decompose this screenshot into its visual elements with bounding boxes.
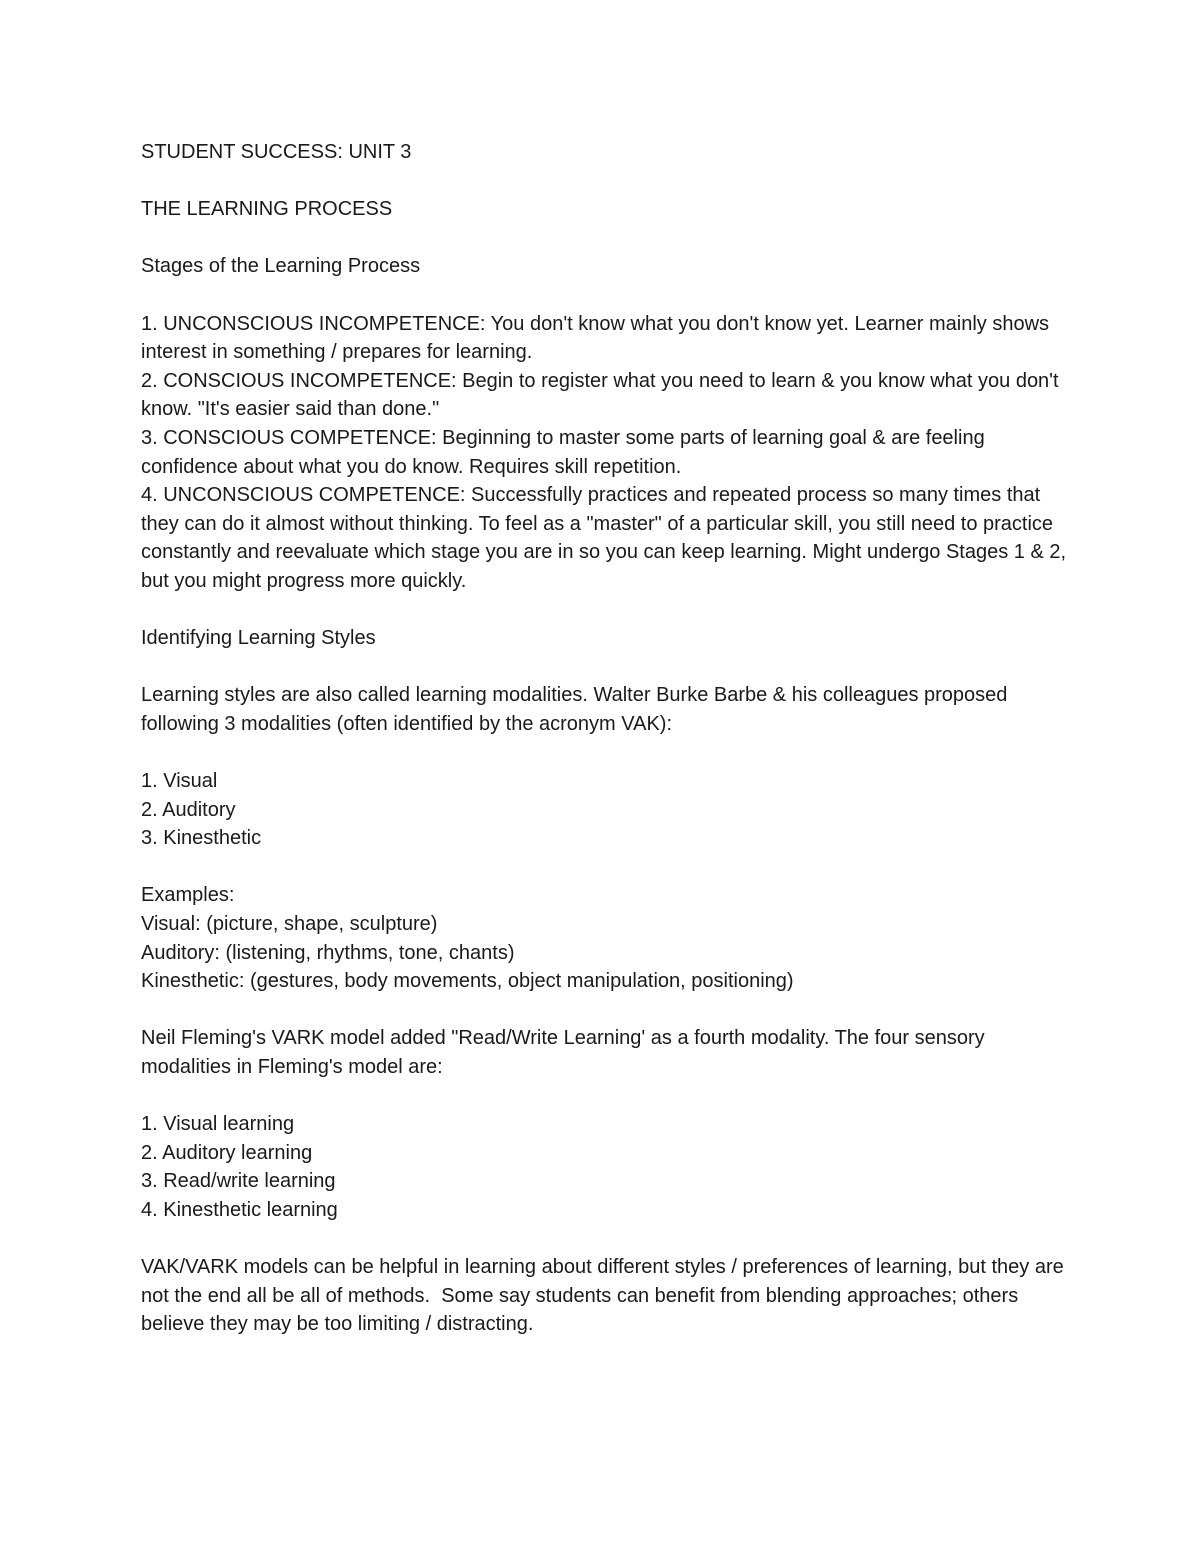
spacer: [141, 996, 1071, 1025]
spacer: [141, 653, 1071, 682]
vak-list-item: 1. Visual: [141, 770, 218, 793]
stage-item: 1. UNCONSCIOUS INCOMPETENCE: You don't know what you don't know yet. Learner mainly shows interest in something / prepares for learning.: [141, 312, 1055, 364]
vark-list-item: 4. Kinesthetic learning: [141, 1198, 338, 1221]
spacer: [141, 738, 1071, 767]
example-item: Visual: (picture, shape, sculpture): [141, 913, 438, 936]
example-item: Kinesthetic: (gestures, body movements, object manipulation, positioning): [141, 970, 794, 993]
document-body: [141, 138, 1071, 1339]
vark-intro: Neil Fleming's VARK model added "Read/Write Learning' as a fourth modality. The four sensory modalities in Fleming's model are:: [141, 1027, 991, 1078]
vark-list-item: 1. Visual learning: [141, 1113, 295, 1136]
examples-heading: Examples:: [141, 884, 235, 907]
spacer: [141, 853, 1071, 882]
spacer: [141, 1082, 1071, 1111]
vak-list-item: 2. Auditory: [141, 798, 236, 821]
spacer: [141, 596, 1071, 625]
spacer: [141, 224, 1071, 253]
stage-item: 2. CONSCIOUS INCOMPETENCE: Begin to register what you need to learn & you know what you don't know. "It's easier said than done.": [141, 369, 1065, 421]
vark-list-item: 3. Read/write learning: [141, 1170, 336, 1193]
document-title: STUDENT SUCCESS: UNIT 3: [141, 141, 412, 163]
conclusion-paragraph: VAK/VARK models can be helpful in learning about different styles / preferences of learning, but they are not the end all be all of methods. Some say students can benefit from blending approaches; others believe they may be too limiting / distracting.: [141, 1256, 1070, 1336]
styles-intro: Learning styles are also called learning modalities. Walter Burke Barbe & his colleagues proposed following 3 modalities (often identified by the acronym VAK):: [141, 684, 1013, 735]
styles-heading: Identifying Learning Styles: [141, 627, 376, 650]
example-item: Auditory: (listening, rhythms, tone, chants): [141, 941, 515, 964]
stage-item: 4. UNCONSCIOUS COMPETENCE: Successfully practices and repeated process so many times that they can do it almost without thinking. To feel as a "master" of a particular skill, you still need to practice constantly and reevaluate which stage you are in so you can keep learning. Might undergo Stages 1 & 2, but you might progress more quickly.: [141, 484, 1072, 592]
stages-heading: Stages of the Learning Process: [141, 255, 421, 278]
section-title: THE LEARNING PROCESS: [141, 198, 393, 221]
spacer: [141, 281, 1071, 310]
stage-item: 3. CONSCIOUS COMPETENCE: Beginning to master some parts of learning goal & are feeling confidence about what you do know. Requires skill repetition.: [141, 426, 991, 478]
spacer: [141, 167, 1071, 196]
spacer: [141, 1225, 1071, 1254]
vak-list-item: 3. Kinesthetic: [141, 827, 262, 850]
vark-list-item: 2. Auditory learning: [141, 1141, 313, 1164]
